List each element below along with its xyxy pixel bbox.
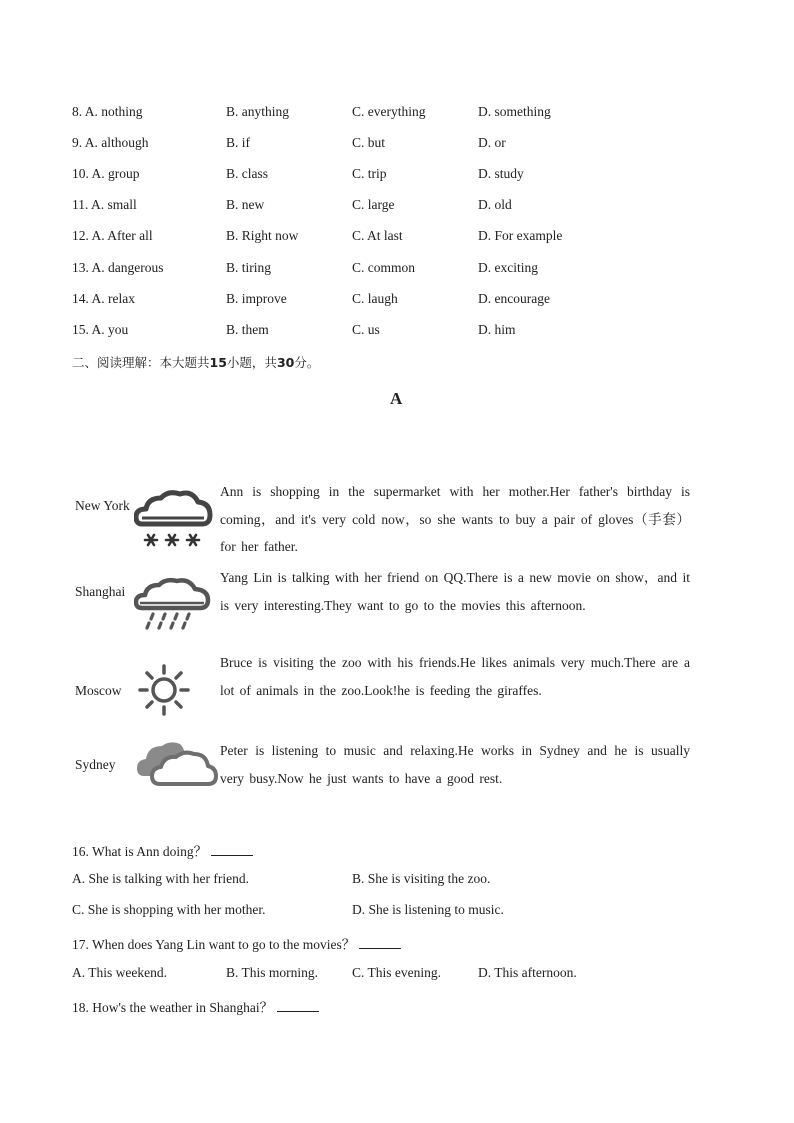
option-b: B. Right now [226,228,299,243]
option-b: B. if [226,135,251,150]
option-row [0,322,794,342]
option-row [0,291,794,311]
option-c: C. us [352,322,380,337]
q16-option-d[interactable]: D. She is listening to music. [352,902,504,917]
question-stem: 18. How's the weather in Shanghai？ [72,1000,274,1015]
option-c: C. but [352,135,386,150]
section-suffix: 分。 [294,355,320,370]
option-row [0,166,794,186]
option-row [0,104,794,124]
passage-text: Yang Lin is talking with her friend on QQ.There is a new movie on show，and it is very interesting.They want to go to the movies this afternoon. [220,570,690,613]
city-name: Moscow [75,683,122,698]
option-b: B. new [226,197,265,212]
option-d: D. or [478,135,506,150]
question-17 [72,933,401,953]
option-a: 9. A. although [72,135,149,150]
option-d: D. For example [478,228,563,243]
option-b: B. improve [226,291,287,306]
q17-option-b[interactable]: B. This morning. [226,965,319,980]
option-a: 13. A. dangerous [72,260,164,275]
option-d: D. encourage [478,291,550,306]
answer-blank[interactable] [277,999,319,1012]
q16-option-c[interactable]: C. She is shopping with her mother. [72,902,266,917]
option-row [0,228,794,248]
q16-option-b[interactable]: B. She is visiting the zoo. [352,871,491,886]
rain-cloud-icon [134,576,212,632]
option-d: D. old [478,197,512,212]
q16-option-a[interactable]: A. She is talking with her friend. [72,871,249,886]
option-b: B. tiring [226,260,272,275]
answer-blank[interactable] [359,936,401,949]
question-16 [72,840,253,860]
option-a: 12. A. After all [72,228,153,243]
option-d: D. exciting [478,260,538,275]
city-name: Sydney [75,757,116,772]
question-stem: 17. When does Yang Lin want to go to the movies？ [72,937,356,952]
option-row [0,197,794,217]
option-a: 11. A. small [72,197,137,212]
passage-text: Ann is shopping in the supermarket with her mother.Her father's birthday is coming，and it's very cold now，so she wants to buy a pair of gloves（手套） for her father. [220,484,690,554]
section-prefix: 二、阅读理解：本大题共 [72,355,210,370]
option-a: 8. A. nothing [72,104,143,119]
option-b: B. them [226,322,269,337]
sun-icon [136,662,192,718]
option-c: C. trip [352,166,387,181]
question-18 [72,996,319,1016]
passage-text: Peter is listening to music and relaxing.He works in Sydney and he is usually very busy.Now he just wants to have a good rest. [220,743,690,786]
q17-option-c[interactable]: C. This evening. [352,965,441,980]
answer-blank[interactable] [211,843,253,856]
section-mid: 小题，共 [226,355,277,370]
option-row [0,135,794,155]
city-name: New York [75,498,130,513]
option-row [0,260,794,280]
option-d: D. study [478,166,524,181]
city-name: Shanghai [75,584,126,599]
option-c: C. everything [352,104,426,119]
option-c: C. common [352,260,415,275]
option-c: C. large [352,197,395,212]
option-a: 14. A. relax [72,291,135,306]
snow-cloud-icon [134,488,214,552]
option-a: 10. A. group [72,166,140,181]
question-stem: 16. What is Ann doing？ [72,844,208,859]
option-d: D. him [478,322,516,337]
option-b: B. class [226,166,268,181]
option-d: D. something [478,104,551,119]
section-score: 30 [276,355,295,370]
passage-text: Bruce is visiting the zoo with his friends.He likes animals very much.There are a lot of animals in the zoo.Look!he is feeding the giraffes. [220,655,690,698]
option-c: C. At last [352,228,403,243]
option-b: B. anything [226,104,289,119]
option-c: C. laugh [352,291,398,306]
q17-option-d[interactable]: D. This afternoon. [478,965,577,980]
option-a: 15. A. you [72,322,129,337]
passage-title: A [390,389,403,408]
section-count: 15 [209,355,227,370]
q17-option-a[interactable]: A. This weekend. [72,965,167,980]
section-heading [72,353,319,371]
cloudy-icon [136,740,218,790]
